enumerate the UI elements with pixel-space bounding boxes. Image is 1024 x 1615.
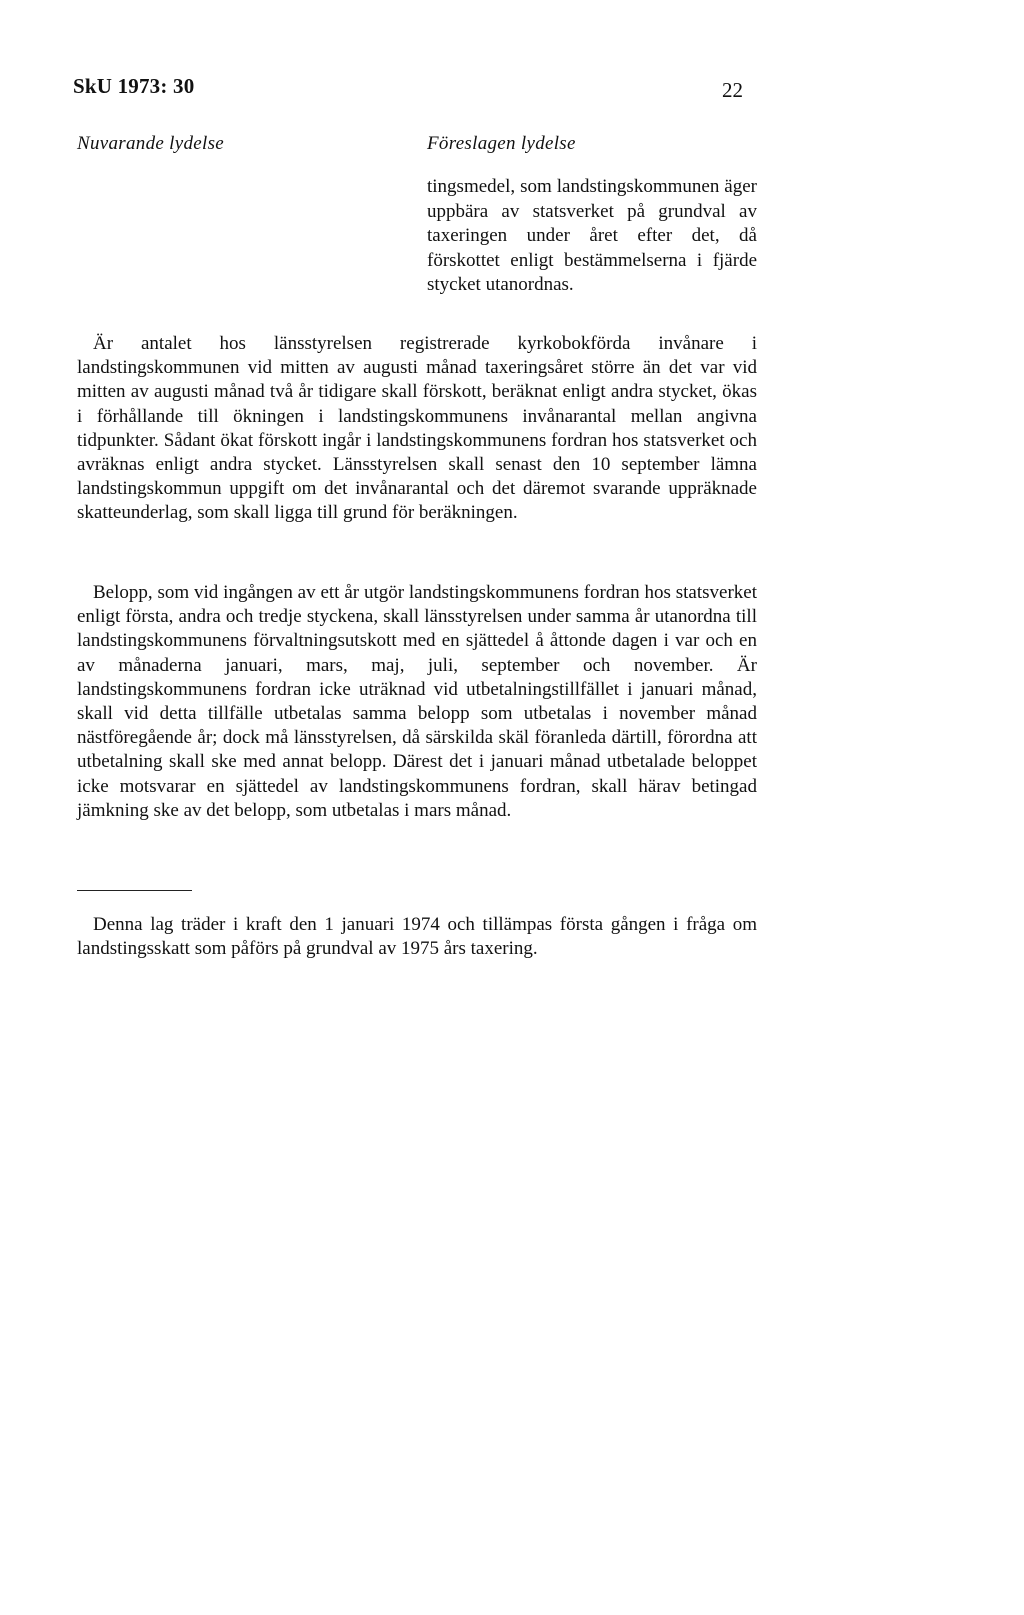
proposed-wording-text: tingsmedel, som landstingskommunen äger uppbära av statsverket på grundval av taxeringen under året efter det, då förskottet enligt bestämmelserna i fjärde stycket utanordnas. xyxy=(427,176,757,296)
section-divider xyxy=(77,890,192,891)
current-wording-heading: Nuvarande lydelse xyxy=(77,133,225,154)
body-paragraph-1: Är antalet hos länsstyrelsen registrerade kyrkobokförda invånare i landstingskommunen vid mitten av augusti månad taxeringsåret större än det var vid mitten av augusti månad två år tidigare skall förskott, beräknat enligt andra stycket, ökas i förhållande till ökningen i landstingskommunens invånarantal mellan angivna tidpunkter. Sådant ökat förskott ingår i landstingskommunens fordran hos statsverket och avräknas enligt andra stycket. Länsstyrelsen skall senast den 10 september lämna landstingskommun uppgift om det invånarantal och det däremot svarande uppräknade skatteunderlag, som skall ligga till grund för beräkningen. xyxy=(77,333,757,524)
page-number: 22 xyxy=(722,78,743,102)
document-id: SkU 1973: 30 xyxy=(73,74,195,98)
transition-provision: Denna lag träder i kraft den 1 januari 1974 och tillämpas första gången i fråga om landstingsskatt som påförs på grundval av 1975 års taxering. xyxy=(77,914,757,959)
body-paragraph-2: Belopp, som vid ingången av ett år utgör landstingskommunens fordran hos statsverket enligt första, andra och tredje styckena, skall länsstyrelsen under samma år utanordna till landstingskommunens förvaltningsutskott med en sjättedel å åttonde dagen i var och en av månaderna januari, mars, maj, juli, september och november. Är landstingskommunens fordran icke uträknad vid utbetalningstillfället i januari månad, skall vid detta tillfälle utbetalas samma belopp som utbetalas i november månad nästföregående år; dock må länsstyrelsen, då särskilda skäl föranleda därtill, förordna att utbetalning skall ske med annat belopp. Därest det i januari månad utbetalade beloppet icke motsvarar en sjättedel av landstingskommunens fordran, skall härav betingad jämkning ske av det belopp, som utbetalas i mars månad. xyxy=(77,582,757,821)
proposed-wording-heading: Föreslagen lydelse xyxy=(427,133,576,154)
